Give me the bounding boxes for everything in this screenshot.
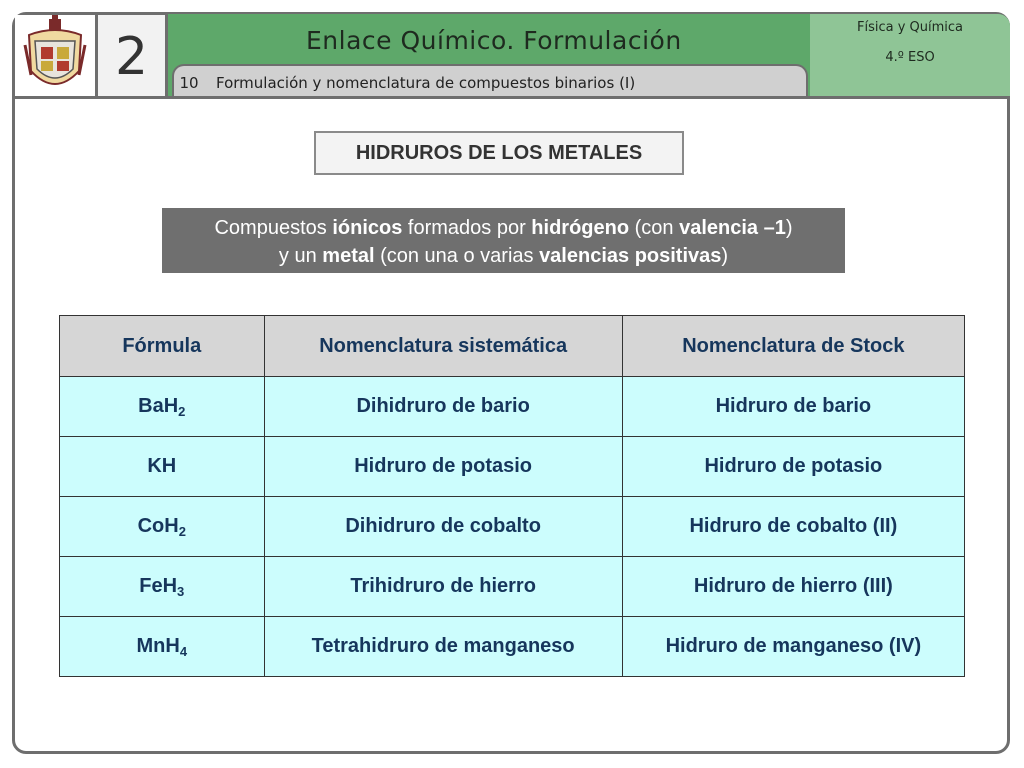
desc-text: y un: [278, 245, 323, 267]
systematic-cell: Tetrahidruro de manganeso: [264, 617, 622, 677]
subject-label: Física y Química: [856, 20, 964, 35]
formula-subscript: 2: [178, 403, 186, 419]
formula-cell: [60, 437, 265, 497]
chapter-number: 2: [114, 27, 149, 87]
desc-bold: valencias positivas: [539, 245, 722, 267]
formula: MnH: [136, 634, 180, 657]
stock-cell: Hidruro de hierro (III): [622, 557, 964, 617]
desc-text: formados por: [402, 217, 532, 239]
crest-logo-icon: [15, 15, 95, 98]
desc-bold: iónicos: [332, 217, 403, 239]
level-label: 4.º ESO: [885, 50, 935, 65]
formula-subscript: 2: [178, 523, 186, 539]
formula-subscript: 3: [177, 583, 185, 599]
desc-bold: metal: [322, 245, 375, 267]
stock-cell: Hidruro de manganeso (IV): [622, 617, 964, 677]
formula-cell: [60, 377, 265, 437]
stock-cell: Hidruro de bario: [622, 377, 964, 437]
systematic-cell: Hidruro de potasio: [264, 437, 622, 497]
table-row: [60, 377, 965, 437]
header-divider: [12, 96, 1010, 99]
desc-text: (con una o varias: [374, 245, 540, 267]
stock-cell: Hidruro de cobalto (II): [622, 497, 964, 557]
topic-heading: HIDRUROS DE LOS METALES: [314, 131, 684, 175]
header-systematic: Nomenclatura sistemática: [264, 316, 622, 377]
stock-cell: Hidruro de potasio: [622, 437, 964, 497]
description-box: [162, 208, 845, 273]
systematic-cell: Trihidruro de hierro: [264, 557, 622, 617]
formula-cell: [60, 557, 265, 617]
formula: KH: [147, 454, 177, 477]
desc-text: ): [721, 245, 729, 267]
formula: CoH: [137, 514, 179, 537]
desc-text: ): [785, 217, 793, 239]
formula-cell: [60, 617, 265, 677]
table-header-row: [60, 316, 965, 377]
desc-text: Compuestos: [214, 217, 333, 239]
systematic-cell: Dihidruro de bario: [264, 377, 622, 437]
header-formula: Fórmula: [60, 316, 265, 377]
table-row: [60, 617, 965, 677]
description-line-1: [162, 214, 845, 242]
table-row: [60, 497, 965, 557]
desc-bold: hidrógeno: [531, 217, 630, 239]
description-line-2: [162, 242, 845, 270]
formula: FeH: [139, 574, 178, 597]
formula-cell: [60, 497, 265, 557]
chapter-number-box: [95, 15, 168, 98]
page-title: Enlace Químico. Formulación: [306, 26, 682, 55]
table-row: [60, 437, 965, 497]
hydrides-table: [59, 315, 965, 677]
table-row: [60, 557, 965, 617]
desc-bold: valencia –1: [679, 217, 786, 239]
formula: BaH: [138, 394, 179, 417]
section-title: Formulación y nomenclatura de compuestos binarios (I): [216, 74, 636, 92]
desc-text: (con: [629, 217, 680, 239]
header-stock: Nomenclatura de Stock: [622, 316, 964, 377]
formula-subscript: 4: [179, 643, 188, 659]
section-number: 10: [179, 74, 199, 92]
systematic-cell: Dihidruro de cobalto: [264, 497, 622, 557]
